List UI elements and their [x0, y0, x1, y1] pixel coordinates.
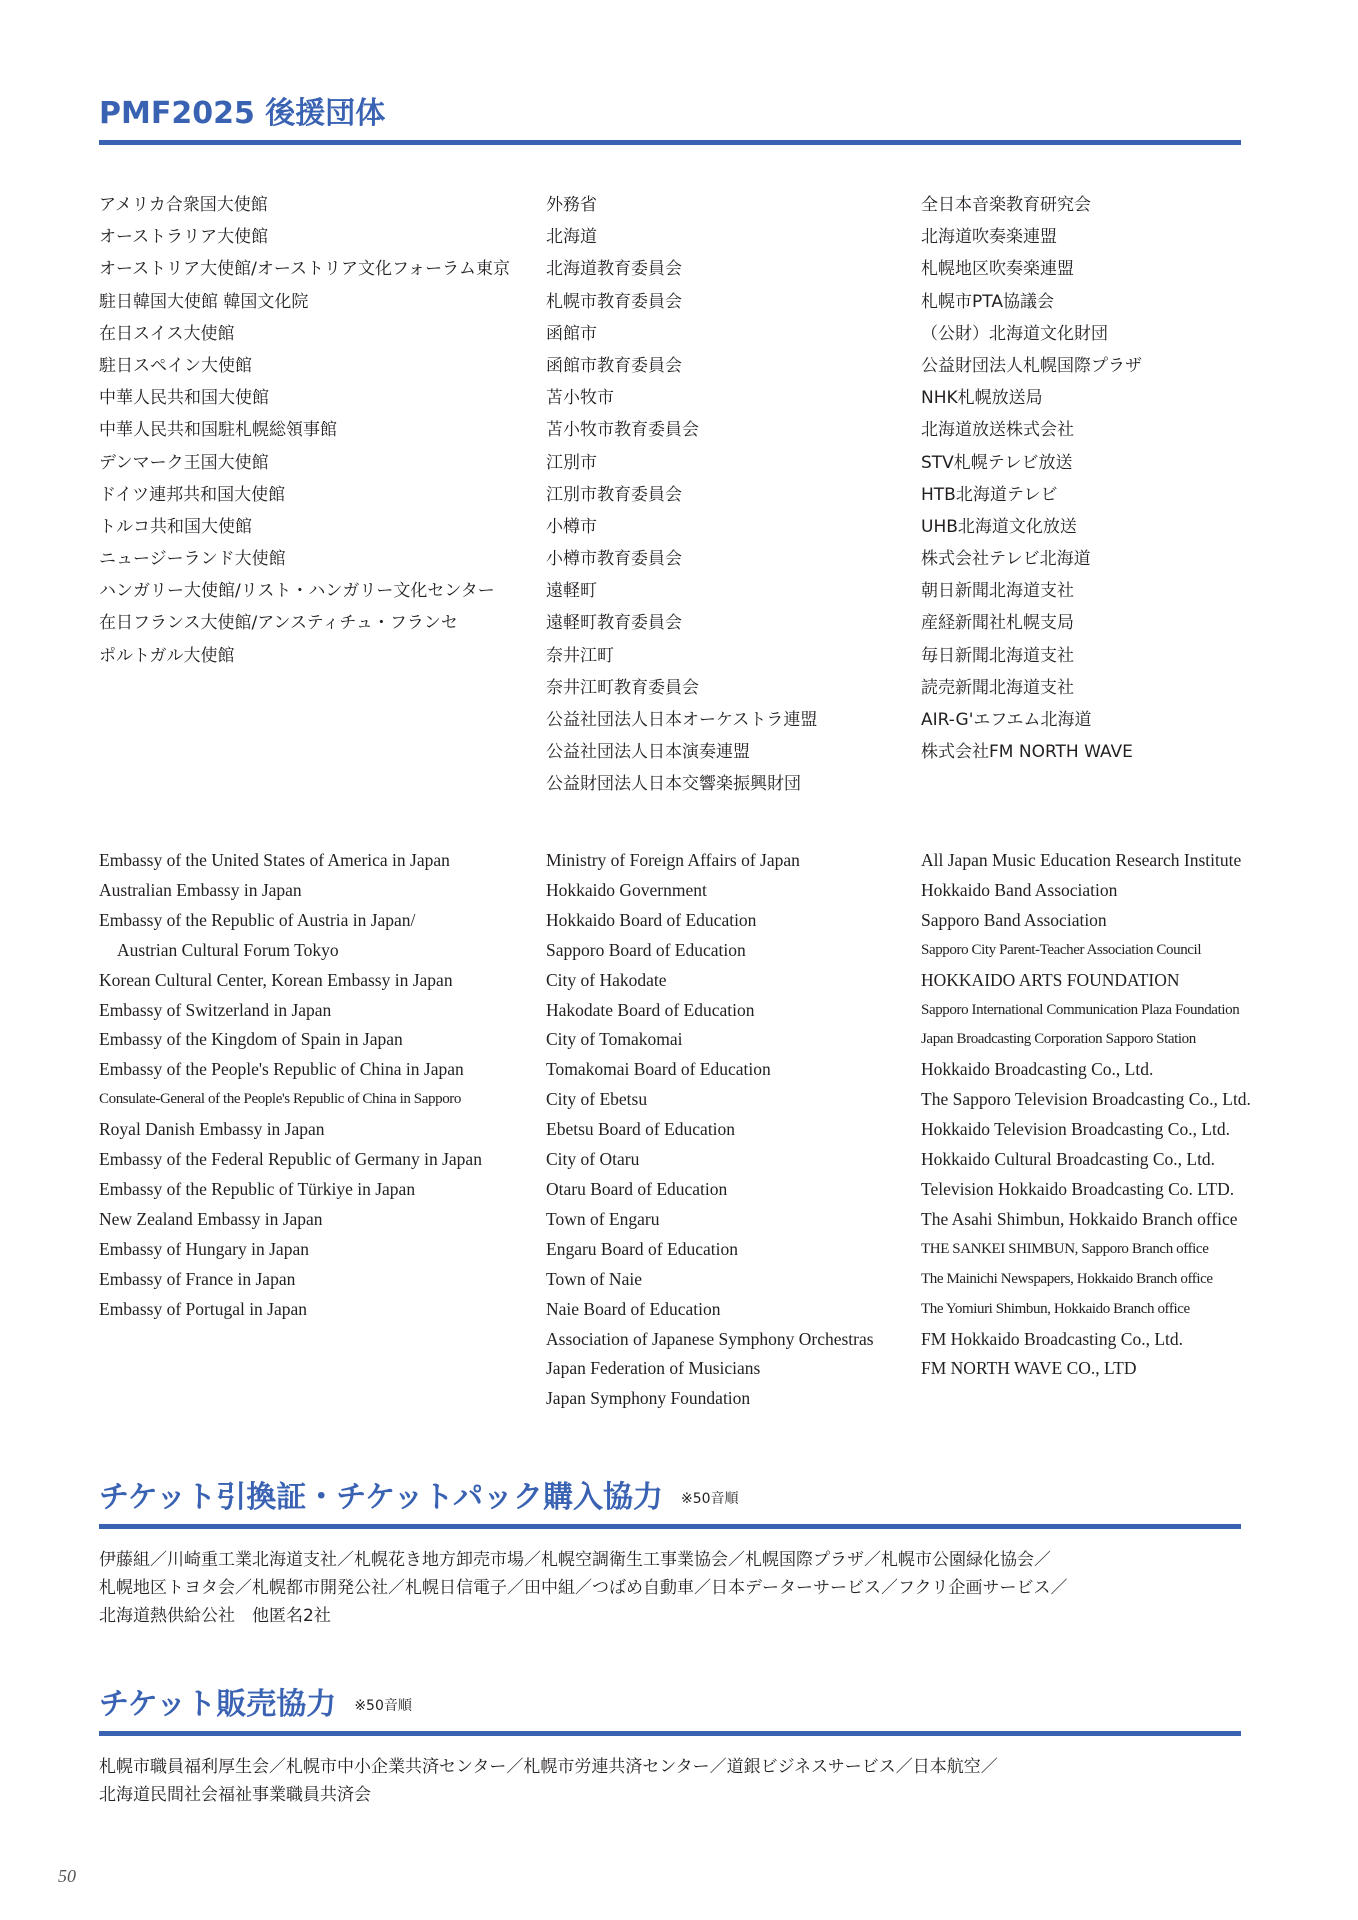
jp-organization-item: UHB北海道文化放送 [921, 516, 1077, 537]
jp-organization-item: 産経新聞社札幌支局 [921, 613, 1074, 634]
jp-organization-item: 江別市 [546, 452, 597, 473]
en-organization-item: Town of Engaru [546, 1208, 660, 1229]
en-organization-item: Otaru Board of Education [546, 1178, 728, 1199]
en-organization-item: Consulate-General of the People's Republic of China in Sapporo [99, 1091, 461, 1108]
jp-organization-item: 公益社団法人日本演奏連盟 [546, 742, 750, 763]
jp-organization-item: 株式会社テレビ北海道 [921, 549, 1091, 570]
en-organization-item: Hokkaido Television Broadcasting Co., Ltd. [921, 1119, 1231, 1140]
jp-organization-item: 札幌市PTA協議会 [921, 291, 1054, 312]
en-column-3 [921, 846, 1358, 1384]
en-organization-item: Television Hokkaido Broadcasting Co. LTD. [921, 1178, 1235, 1199]
ticket-exchange-title-text: チケット引換証・チケットパック購入協力 [99, 1480, 663, 1515]
jp-organization-item: 小樽市教育委員会 [546, 549, 682, 570]
jp-organization-item: 全日本音楽教育研究会 [921, 195, 1091, 215]
jp-organization-item: AIR-G'エフエム北海道 [921, 710, 1092, 730]
ticket-exchange-section-title [99, 1478, 739, 1519]
en-organization-item: Hokkaido Cultural Broadcasting Co., Ltd. [921, 1149, 1216, 1170]
jp-organization-item: 函館市 [546, 323, 597, 344]
jp-organization-item: 在日フランス大使館/アンスティチュ・フランセ [99, 613, 458, 634]
jp-organization-item: 駐日スペイン大使館 [99, 355, 252, 376]
jp-organization-item: アメリカ合衆国大使館 [99, 195, 268, 215]
en-organization-item: HOKKAIDO ARTS FOUNDATION [921, 969, 1180, 990]
jp-organization-item: オーストリア大使館/オーストリア文化フォーラム東京 [99, 259, 511, 280]
en-organization-item: Naie Board of Education [546, 1298, 721, 1319]
ticket-exchange-line: 札幌地区トヨタ会／札幌都市開発公社／札幌日信電子／田中組／つばめ自動車／日本データーサービス／フクリ企画サービス／ [99, 1578, 1068, 1598]
ticket-exchange-rule [99, 1524, 1241, 1529]
en-organization-item: THE SANKEI SHIMBUN, Sapporo Branch office [921, 1240, 1209, 1257]
ticket-exchange-note: ※50音順 [681, 1490, 739, 1507]
en-organization-item: Royal Danish Embassy in Japan [99, 1119, 325, 1140]
en-organization-item: Tomakomai Board of Education [546, 1059, 771, 1080]
en-organization-item: Sapporo Board of Education [546, 939, 746, 960]
en-organization-item: Sapporo Band Association [921, 909, 1107, 930]
en-organization-item: Embassy of the Kingdom of Spain in Japan [99, 1029, 403, 1050]
jp-organization-item: 読売新聞北海道支社 [921, 677, 1074, 698]
en-organization-item: Engaru Board of Education [546, 1238, 738, 1259]
en-organization-item: Embassy of the Federal Republic of Germany in Japan [99, 1149, 482, 1170]
jp-organization-item: 毎日新聞北海道支社 [921, 645, 1074, 666]
en-organization-item: Hokkaido Broadcasting Co., Ltd. [921, 1059, 1154, 1080]
jp-organization-item: ドイツ連邦共和国大使館 [99, 484, 286, 505]
jp-organization-item: 奈井江町教育委員会 [546, 677, 699, 698]
en-organization-item: New Zealand Embassy in Japan [99, 1208, 323, 1229]
jp-organization-item: 奈井江町 [546, 645, 614, 666]
ticket-sales-line: 北海道民間社会福祉事業職員共済会 [99, 1785, 371, 1805]
jp-organization-item: 中華人民共和国駐札幌総領事館 [99, 420, 337, 441]
ticket-sales-line: 札幌市職員福利厚生会／札幌市中小企業共済センター／札幌市労連共済センター／道銀ビジネスサービス／日本航空／ [99, 1757, 998, 1777]
jp-organization-item: STV札幌テレビ放送 [921, 452, 1073, 473]
en-organization-item: Japan Federation of Musicians [546, 1358, 761, 1379]
jp-organization-item: オーストラリア大使館 [99, 227, 269, 248]
en-organization-item: City of Ebetsu [546, 1089, 648, 1110]
jp-organization-item: 小樽市 [546, 516, 597, 537]
en-organization-item: Town of Naie [546, 1268, 642, 1289]
en-organization-item: The Sapporo Television Broadcasting Co., Ltd. [921, 1089, 1251, 1110]
en-organization-item: Sapporo City Parent-Teacher Association Council [921, 941, 1202, 958]
en-organization-item: Ebetsu Board of Education [546, 1119, 736, 1140]
ticket-sales-section-title [99, 1685, 412, 1726]
en-organization-item: Embassy of the Republic of Austria in Japan/ [99, 909, 416, 930]
en-organization-item: Ministry of Foreign Affairs of Japan [546, 850, 800, 870]
jp-organization-item: トルコ共和国大使館 [99, 516, 252, 537]
ticket-sales-sponsors [99, 1753, 1249, 1809]
jp-organization-item: 札幌地区吹奏楽連盟 [921, 259, 1074, 280]
en-organization-item: City of Tomakomai [546, 1029, 683, 1050]
en-column-1 [99, 846, 539, 1325]
jp-organization-item: 遠軽町教育委員会 [546, 613, 682, 634]
en-organization-item: Hakodate Board of Education [546, 999, 755, 1020]
en-column-2 [546, 846, 986, 1414]
jp-organization-item: 函館市教育委員会 [546, 355, 682, 376]
en-organization-item: The Mainichi Newspapers, Hokkaido Branch office [921, 1270, 1213, 1287]
jp-organization-item: 北海道教育委員会 [546, 259, 682, 280]
ticket-exchange-line: 北海道熱供給公社 他匿名2社 [99, 1606, 331, 1626]
en-organization-item: Association of Japanese Symphony Orchestras [546, 1328, 874, 1349]
jp-organization-item: 遠軽町 [546, 581, 597, 602]
title-rule [99, 140, 1241, 145]
jp-organization-item: 公益財団法人日本交響楽振興財団 [546, 774, 801, 795]
en-organization-item: Japan Broadcasting Corporation Sapporo Station [921, 1031, 1196, 1048]
jp-column-3 [921, 189, 1358, 768]
jp-organization-item: 江別市教育委員会 [546, 484, 682, 505]
en-organization-item: Embassy of Switzerland in Japan [99, 999, 332, 1020]
en-organization-item: Sapporo International Communication Plaza Foundation [921, 1001, 1240, 1018]
en-organization-item: Hokkaido Government [546, 879, 707, 900]
jp-organization-item: 北海道吹奏楽連盟 [921, 227, 1057, 248]
en-organization-item: City of Hakodate [546, 969, 667, 990]
jp-organization-item: HTB北海道テレビ [921, 484, 1058, 505]
ticket-exchange-sponsors [99, 1546, 1249, 1630]
en-organization-item: Embassy of Portugal in Japan [99, 1298, 308, 1319]
en-organization-item: The Yomiuri Shimbun, Hokkaido Branch office [921, 1300, 1190, 1317]
en-organization-item: The Asahi Shimbun, Hokkaido Branch office [921, 1208, 1238, 1229]
en-organization-item: Hokkaido Board of Education [546, 909, 757, 930]
en-organization-item: Hokkaido Band Association [921, 879, 1118, 900]
en-organization-item: Korean Cultural Center, Korean Embassy in Japan [99, 969, 453, 990]
jp-organization-item: ポルトガル大使館 [99, 645, 235, 666]
en-organization-item: Embassy of the People's Republic of China in Japan [99, 1059, 464, 1080]
jp-organization-item: 札幌市教育委員会 [546, 291, 682, 312]
en-organization-item: City of Otaru [546, 1149, 640, 1170]
page-number: 50 [58, 1866, 76, 1886]
jp-organization-item: 北海道 [546, 227, 597, 248]
jp-organization-item: 朝日新聞北海道支社 [921, 581, 1074, 602]
en-organization-item: Embassy of France in Japan [99, 1268, 296, 1289]
jp-organization-item: 苫小牧市 [546, 388, 614, 409]
en-organization-item: Embassy of the United States of America in Japan [99, 850, 450, 870]
jp-organization-item: ハンガリー大使館/リスト・ハンガリー文化センター [99, 581, 495, 602]
jp-organization-item: 株式会社FM NORTH WAVE [921, 742, 1133, 763]
en-organization-item: FM Hokkaido Broadcasting Co., Ltd. [921, 1328, 1183, 1349]
jp-organization-item: NHK札幌放送局 [921, 388, 1043, 409]
jp-organization-item: ニュージーランド大使館 [99, 549, 286, 570]
jp-organization-item: 北海道放送株式会社 [921, 420, 1074, 441]
jp-organization-item: 外務省 [546, 195, 597, 215]
en-organization-item: Japan Symphony Foundation [546, 1388, 751, 1409]
jp-organization-item: 苫小牧市教育委員会 [546, 420, 699, 441]
ticket-exchange-line: 伊藤組／川崎重工業北海道支社／札幌花き地方卸売市場／札幌空調衛生工事業協会／札幌国際プラザ／札幌市公園緑化協会／ [99, 1550, 1051, 1570]
jp-organization-item: 在日スイス大使館 [99, 323, 235, 344]
ticket-sales-note: ※50音順 [354, 1697, 412, 1714]
jp-organization-item: 駐日韓国大使館 韓国文化院 [99, 291, 309, 312]
jp-organization-item: （公財）北海道文化財団 [921, 323, 1108, 344]
ticket-sales-title-text: チケット販売協力 [99, 1687, 337, 1722]
jp-organization-item: 公益社団法人日本オーケストラ連盟 [546, 710, 818, 730]
jp-organization-item: デンマーク王国大使館 [99, 452, 269, 473]
ticket-sales-rule [99, 1731, 1241, 1736]
jp-column-1 [99, 189, 539, 672]
jp-organization-item: 中華人民共和国大使館 [99, 388, 269, 409]
en-organization-item: Austrian Cultural Forum Tokyo [117, 939, 339, 960]
jp-organization-item: 公益財団法人札幌国際プラザ [921, 355, 1142, 376]
en-organization-item: Embassy of Hungary in Japan [99, 1238, 309, 1259]
en-organization-item: Australian Embassy in Japan [99, 879, 302, 900]
jp-column-2 [546, 189, 986, 801]
en-organization-item: FM NORTH WAVE CO., LTD [921, 1358, 1137, 1379]
en-organization-item: All Japan Music Education Research Institute [921, 850, 1242, 870]
en-organization-item: Embassy of the Republic of Türkiye in Japan [99, 1178, 416, 1199]
page-title: PMF2025 後援団体 [99, 96, 386, 131]
